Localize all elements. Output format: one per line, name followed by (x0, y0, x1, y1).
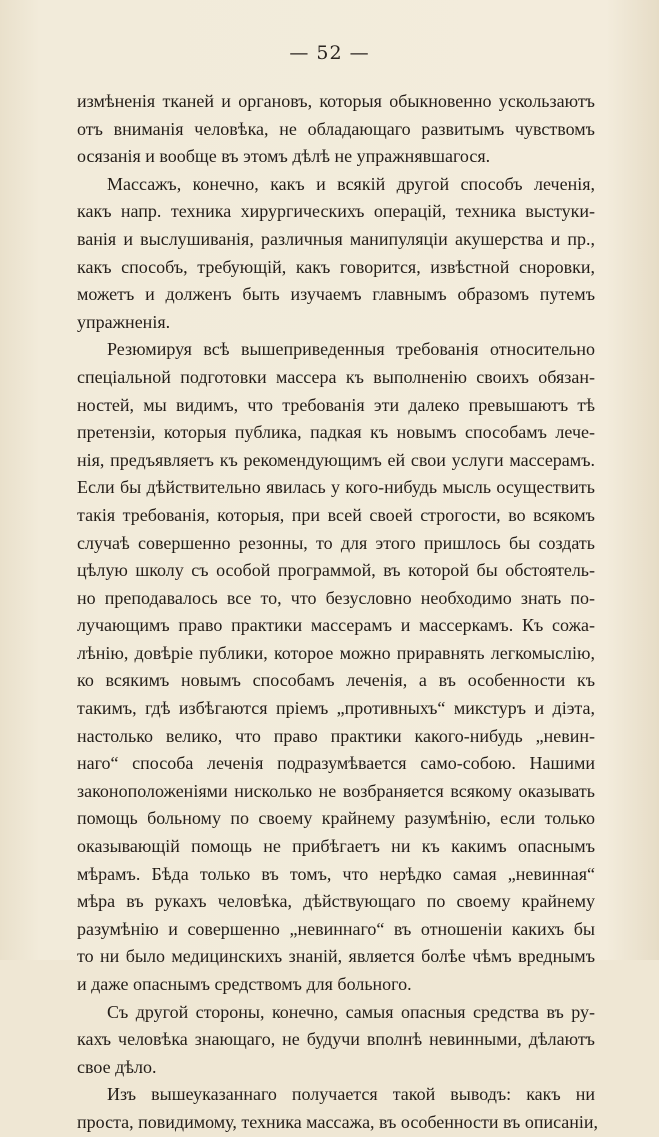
text-line: ностей, мы видимъ, что требованія эти далеко превышаютъ тѣ (77, 394, 595, 415)
text-line: какъ напр. техника хирургическихъ операцій, техника выстуки- (77, 201, 595, 222)
text-line: настолько велико, что право практики какого-нибудь „невин- (77, 725, 595, 746)
body-text (77, 88, 599, 1137)
text-line: осязанія и вообще въ этомъ дѣлѣ не упражнявшагося. (77, 146, 491, 167)
text-line: ко всякимъ новымъ способамъ леченія, а въ особенности къ (77, 670, 595, 691)
text-line: можетъ и долженъ быть изучаемъ главнымъ образомъ путемъ (77, 284, 595, 305)
text-line: случаѣ совершенно резонны, то для этого пришлось бы создать (77, 532, 595, 553)
text-line: разумѣнію и совершенно „невиннаго“ въ отношеніи какихъ бы (77, 918, 595, 939)
text-line: наго“ способа леченія подразумѣвается само-собою. Нашими (77, 753, 595, 774)
text-line: ванія и выслушиванія, различныя манипуляціи акушерства и пр., (77, 228, 595, 249)
text-line: Резюмируя всѣ вышеприведенныя требованія относительно (107, 339, 595, 360)
page-number: — 52 — (289, 42, 370, 64)
text-line: Съ другой стороны, конечно, самыя опасныя средства въ ру- (107, 1001, 595, 1022)
text-line: законоположеніями нисколько не возбраняется всякому оказывать (77, 780, 595, 801)
text-line: какъ способъ, требующій, какъ говорится, извѣстной сноровки, (77, 256, 595, 277)
text-line: претензіи, которыя публика, падкая къ новымъ способамъ лече- (77, 422, 595, 443)
text-line: Изъ вышеуказаннаго получается такой выводъ: какъ ни (107, 1084, 595, 1105)
text-line: помощь больному по своему крайнему разумѣнію, если только (77, 808, 595, 829)
text-line: кахъ человѣка знающаго, не будучи вполнѣ невинными, дѣлаютъ (77, 1029, 595, 1050)
text-line: оказывающій помощь не прибѣгаетъ ни къ какимъ опаснымъ (77, 836, 595, 857)
text-line: то ни было медицинскихъ знаній, является болѣе чѣмъ вреднымъ (77, 946, 595, 967)
text-line: лѣнію, довѣріе публики, которое можно приравнять легкомыслію, (77, 642, 595, 663)
text-line: спеціальной подготовки массера къ выполненію своихъ обязан- (77, 366, 595, 387)
text-line: свое дѣло. (77, 1056, 157, 1077)
text-line: и даже опаснымъ средствомъ для больного. (77, 974, 412, 994)
text-line: измѣненія тканей и органовъ, которыя обыкновенно ускользаютъ (77, 91, 595, 111)
text-line: но преподавалось все то, что безусловно необходимо знать по- (77, 587, 595, 608)
text-line: такимъ, гдѣ избѣгаются пріемъ „противныхъ“ микстуръ и діэта, (77, 698, 595, 719)
text-line: лучающимъ право практики массерамъ и массеркамъ. Къ сожа- (77, 615, 595, 636)
text-line: Массажъ, конечно, какъ и всякій другой способъ леченія, (107, 173, 595, 194)
text-line: нія, предъявляетъ къ рекомендующимъ ей свои услуги массерамъ. (77, 449, 595, 470)
text-line: Если бы дѣйствительно явилась у кого-нибудь мысль осуществить (77, 477, 595, 498)
text-line: цѣлую школу съ особой программой, въ которой бы обстоятель- (77, 560, 595, 581)
text-line: проста, повидимому, техника массажа, въ особенности въ описаніи, (77, 1111, 599, 1132)
text-line: такія требованія, которыя, при всей своей строгости, во всякомъ (77, 504, 595, 525)
text-line: отъ вниманія человѣка, не обладающаго развитымъ чувствомъ (77, 118, 595, 139)
text-line: упражненія. (77, 311, 171, 332)
text-line: мѣрамъ. Бѣда только въ томъ, что нерѣдко самая „невинная“ (77, 863, 595, 884)
text-line: мѣра въ рукахъ человѣка, дѣйствующаго по своему крайнему (77, 891, 595, 912)
